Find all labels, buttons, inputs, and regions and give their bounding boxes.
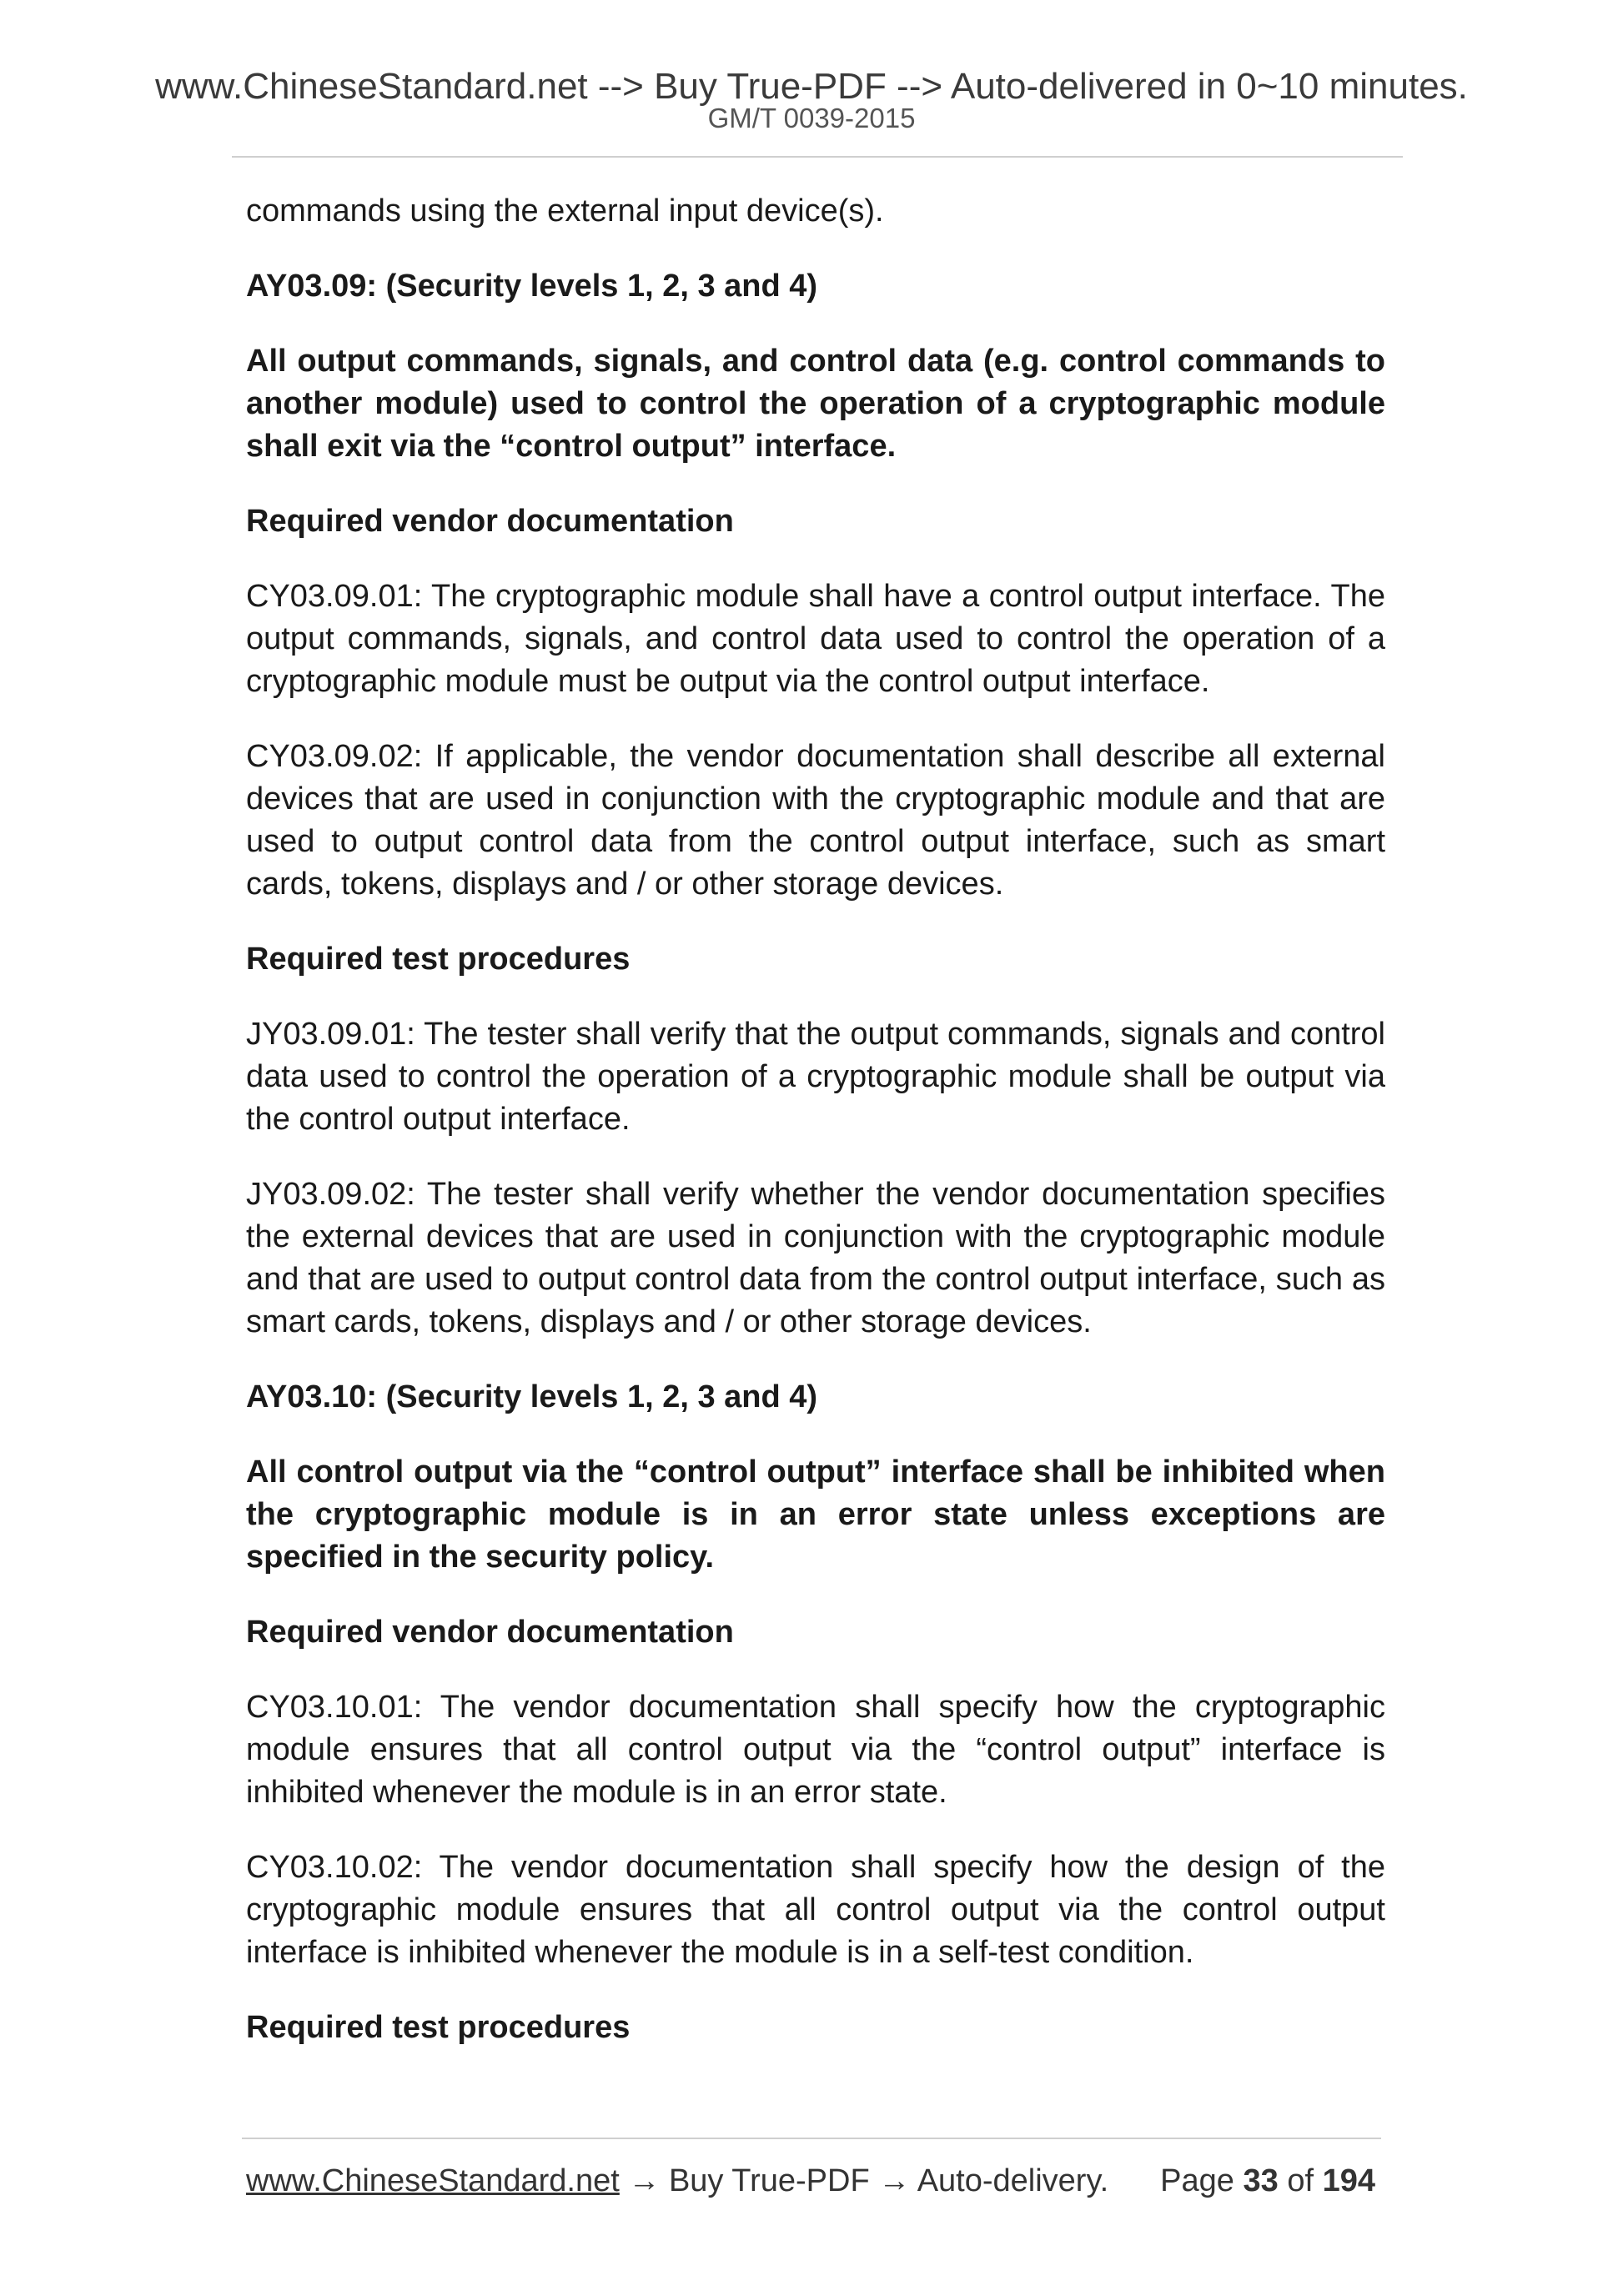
- footer-divider: [242, 2138, 1381, 2139]
- header-banner: www.ChineseStandard.net --> Buy True-PDF --> Auto-delivered in 0~10 minutes.: [155, 66, 1468, 107]
- page-number: 33: [1243, 2163, 1279, 2198]
- bold-paragraph: AY03.09: (Security levels 1, 2, 3 and 4): [246, 269, 818, 304]
- header-divider: [232, 156, 1403, 158]
- paragraph: commands using the external input device(s).: [246, 193, 884, 229]
- bold-paragraph: All control output via the “control output” interface shall be inhibited when the cryptographic module is in an error state unless exceptions are specified in the security policy.: [246, 1454, 1385, 1575]
- bold-paragraph: All output commands, signals, and control data (e.g. control commands to another module) used to control the operation of a cryptographic module shall exit via the “control output” interface.: [246, 344, 1385, 464]
- paragraph: JY03.09.01: The tester shall verify that the output commands, signals and control data used to control the operation of a cryptographic module shall be output via the control output interface.: [246, 1017, 1385, 1137]
- bold-paragraph: Required test procedures: [246, 942, 631, 977]
- bold-paragraph: Required vendor documentation: [246, 1615, 734, 1650]
- paragraph: CY03.09.01: The cryptographic module shall have a control output interface. The output commands, signals, and control data used to control the operation of a cryptographic module must be output via the control output interface.: [246, 579, 1385, 699]
- bold-paragraph: Required test procedures: [246, 2010, 631, 2045]
- document-code: GM/T 0039-2015: [707, 103, 916, 133]
- page-counter: [1160, 2160, 1375, 2202]
- footer-tagline: → Buy True-PDF → Auto-delivery.: [619, 2163, 1109, 2198]
- footer-left: [246, 2160, 1108, 2202]
- page-footer: [246, 2160, 1385, 2202]
- bold-paragraph: Required vendor documentation: [246, 504, 734, 539]
- document-body: [246, 190, 1385, 2082]
- page-of-label: of: [1287, 2163, 1314, 2198]
- paragraph: CY03.10.01: The vendor documentation shall specify how the cryptographic module ensures that all control output via the “control output” interface is inhibited whenever the module is in an error state.: [246, 1690, 1385, 1810]
- paragraph: CY03.09.02: If applicable, the vendor documentation shall describe all external devices that are used in conjunction with the cryptographic module and that are used to output control data from the control output interface, such as smart cards, tokens, displays and / or other storage devices.: [246, 739, 1385, 902]
- footer-site-link[interactable]: www.ChineseStandard.net: [246, 2163, 620, 2198]
- paragraph: JY03.09.02: The tester shall verify whether the vendor documentation specifies the external devices that are used in conjunction with the cryptographic module and that are used to output control data from the control output interface, such as smart cards, tokens, displays and / or other storage devices.: [246, 1177, 1385, 1339]
- page-label: Page: [1160, 2163, 1234, 2198]
- total-pages: 194: [1322, 2163, 1375, 2198]
- paragraph: CY03.10.02: The vendor documentation shall specify how the design of the cryptographic module ensures that all control output via the control output interface is inhibited whenever the module is in a self-test condition.: [246, 1850, 1385, 1970]
- bold-paragraph: AY03.10: (Security levels 1, 2, 3 and 4): [246, 1379, 818, 1414]
